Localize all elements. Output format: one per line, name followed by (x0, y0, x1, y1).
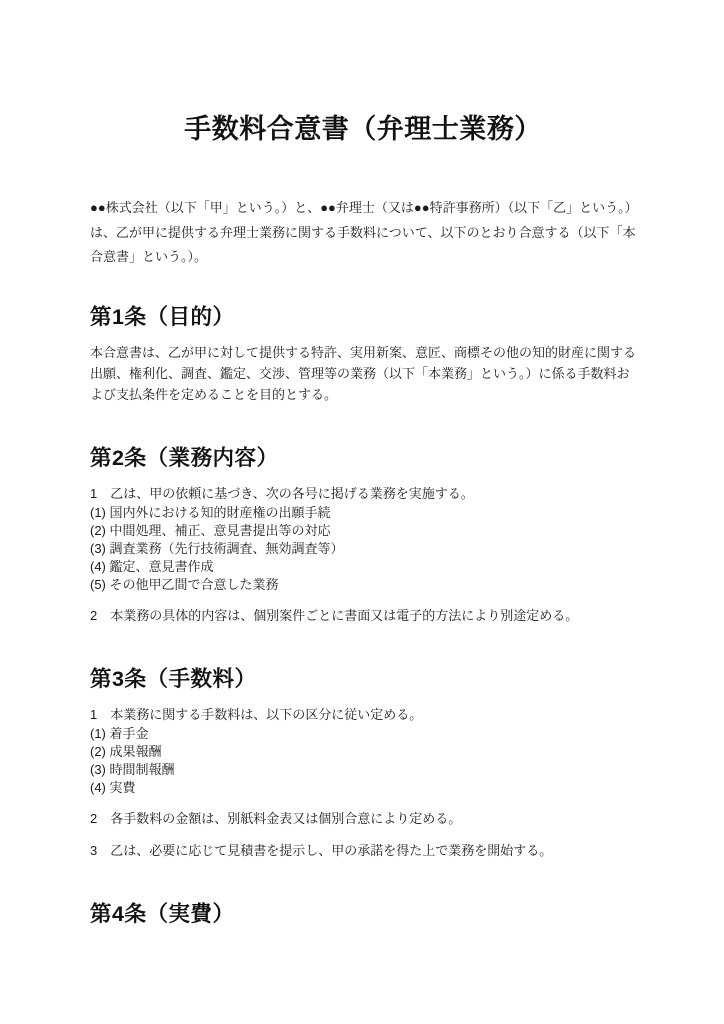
section-paragraph: 本合意書は、乙が甲に対して提供する特許、実用新案、意匠、商標その他の知的財産に関する出願、権利化、調査、鑑定、交渉、管理等の業務（以下「本業務」という。）に係る手数料および支払条件を定めることを目的とする。 (90, 344, 637, 402)
section-paragraph: 2 本業務の具体的内容は、個別案件ごとに書面又は電子的方法により別途定める。 (90, 607, 579, 623)
contract-section (90, 445, 636, 626)
list-item: (3) 時間制報酬 (90, 761, 175, 777)
section-paragraph: 1 乙は、甲の依頼に基づき、次の各号に掲げる業務を実施する。 (90, 485, 474, 501)
contract-section (90, 304, 636, 405)
item-list (90, 504, 636, 594)
list-item: (4) 鑑定、意見書作成 (90, 558, 214, 574)
list-item: (1) 着手金 (90, 725, 149, 741)
list-item: (2) 成果報酬 (90, 743, 162, 759)
section-paragraph: 2 各手数料の金額は、別紙料金表又は個別合意により定める。 (90, 810, 462, 826)
list-item: (5) その他甲乙間で合意した業務 (90, 576, 279, 592)
intro-paragraph: ●●株式会社（以下「甲」という。）と、●●弁理士（又は●●特許事務所）（以下「乙」という。）は、乙が甲に提供する弁理士業務に関する手数料について、以下のとおり合意する（以下「本合意書」という。）。 (90, 200, 636, 264)
section-paragraph: 3 乙は、必要に応じて見積書を提示し、甲の承諾を得た上で業務を開始する。 (90, 842, 553, 858)
list-item: (3) 調査業務（先行技術調査、無効調査等） (90, 540, 344, 556)
list-item: (1) 国内外における知的財産権の出願手続 (90, 504, 331, 520)
section-paragraph: 1 本業務に関する手数料は、以下の区分に従い定める。 (90, 706, 423, 722)
item-list (90, 725, 636, 797)
section-heading: 第4条（実費） (90, 901, 235, 926)
list-item: (2) 中間処理、補正、意見書提出等の対応 (90, 522, 331, 538)
contract-section (90, 666, 636, 861)
section-heading: 第2条（業務内容） (90, 445, 279, 470)
contract-section (90, 901, 636, 928)
sections-container (90, 304, 636, 928)
section-heading: 第3条（手数料） (90, 666, 257, 691)
list-item: (4) 実費 (90, 779, 136, 795)
document-title: 手数料合意書（弁理士業務） (184, 114, 542, 144)
section-heading: 第1条（目的） (90, 304, 235, 329)
